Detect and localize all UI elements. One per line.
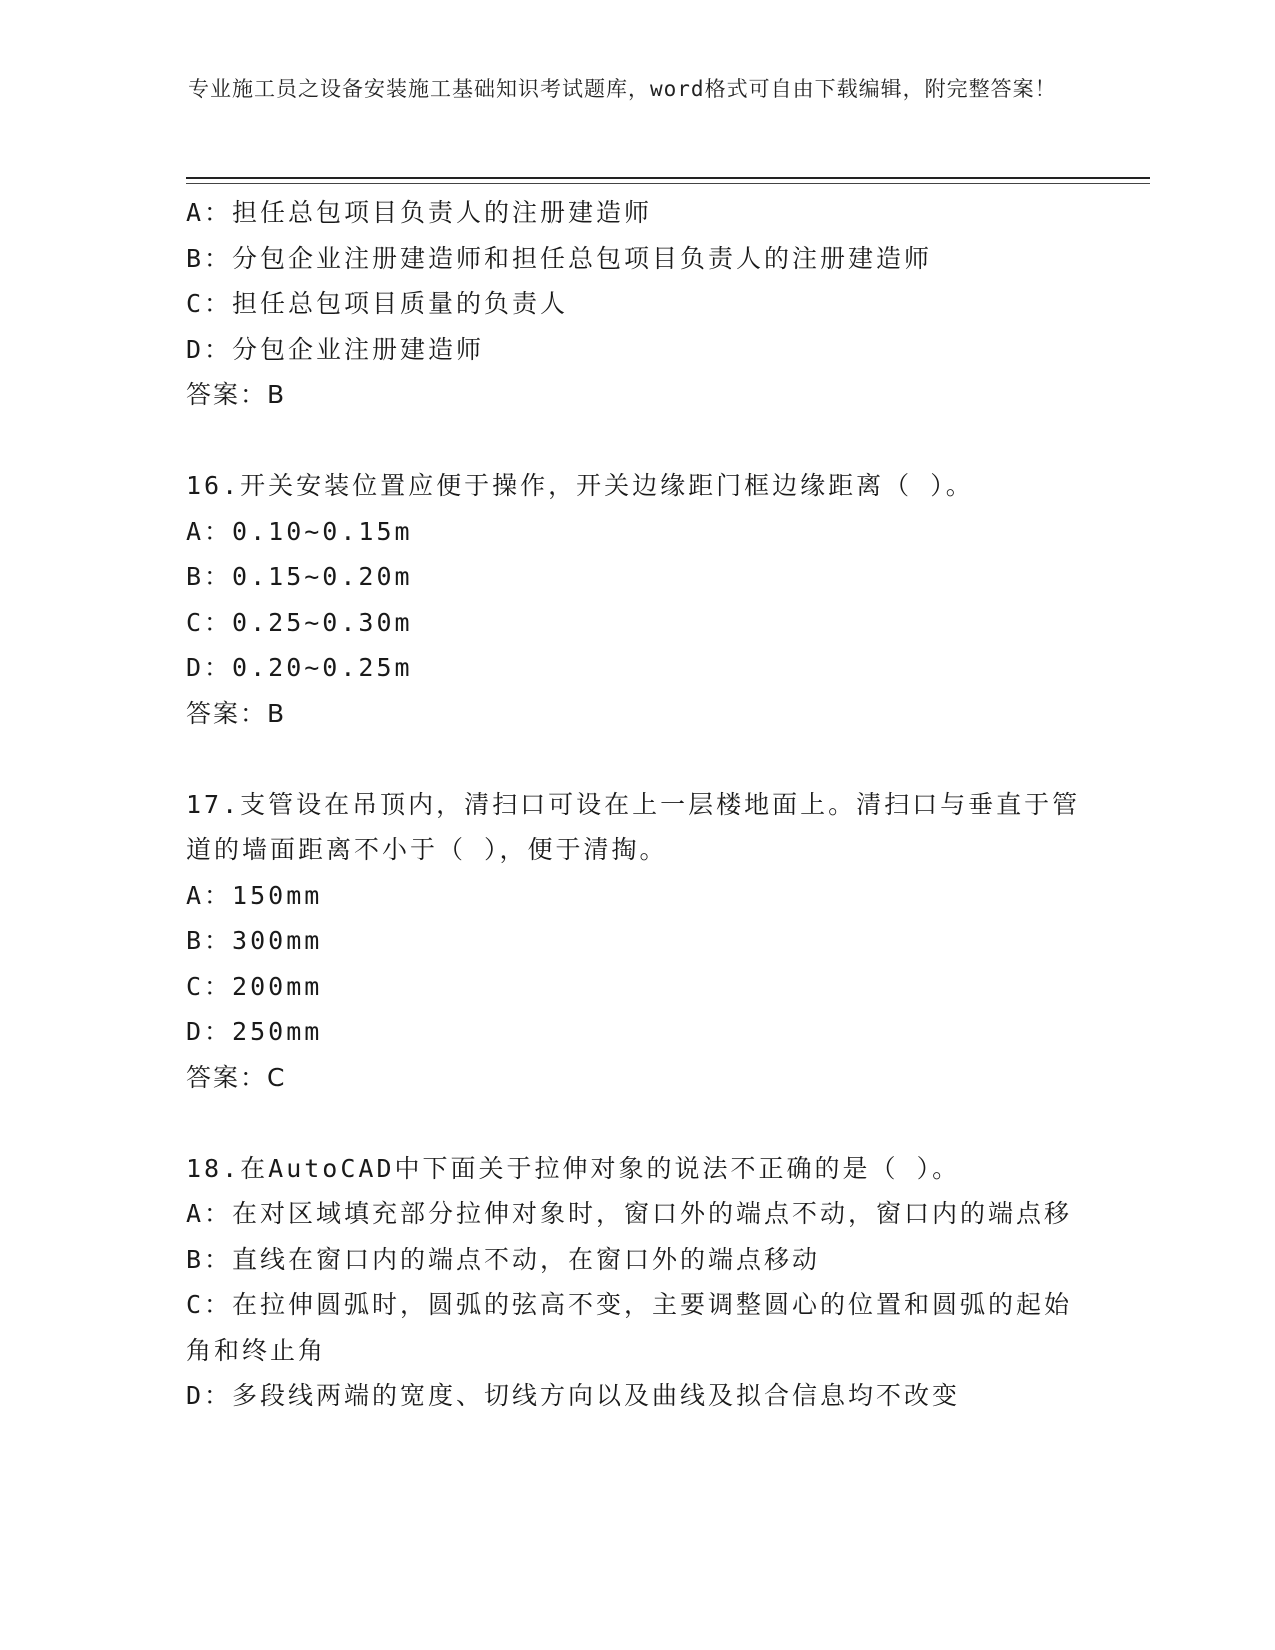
answer: 答案：B <box>186 380 287 409</box>
question-18 <box>186 1146 1086 1419</box>
header-divider-thick <box>186 177 1150 179</box>
question-text: 18.在AutoCAD中下面关于拉伸对象的说法不正确的是（ ）。 <box>186 1153 961 1183</box>
option-c: C：200mm <box>186 971 323 1001</box>
answer: 答案：B <box>186 698 287 728</box>
question-text: 17.支管设在吊顶内，清扫口可设在上一层楼地面上。清扫口与垂直于管道的墙面距离不小于（ ），便于清掏。 <box>186 789 1081 864</box>
option-b: B：分包企业注册建造师和担任总包项目负责人的注册建造师 <box>186 243 933 273</box>
document-header: 专业施工员之设备安装施工基础知识考试题库，word格式可自由下载编辑，附完整答案！ <box>188 77 1057 101</box>
option-d: D：多段线两端的宽度、切线方向以及曲线及拟合信息均不改变 <box>186 1381 961 1410</box>
option-b: B：300mm <box>186 926 323 955</box>
question-text: 16.开关安装位置应便于操作，开关边缘距门框边缘距离（ ）。 <box>186 471 974 500</box>
option-a: A：150mm <box>186 880 323 910</box>
spacer <box>186 736 1086 782</box>
option-b: B：0.15~0.20m <box>186 562 413 591</box>
question-list <box>186 190 1086 1419</box>
option-a: A：0.10~0.15m <box>186 516 413 546</box>
option-c: C：担任总包项目质量的负责人 <box>186 289 569 318</box>
question-15 <box>186 190 1086 418</box>
option-a: A：担任总包项目负责人的注册建造师 <box>186 198 653 227</box>
header-divider-thin <box>186 183 1150 184</box>
option-c: C：0.25~0.30m <box>186 607 413 637</box>
option-b: B：直线在窗口内的端点不动，在窗口外的端点移动 <box>186 1244 821 1274</box>
spacer <box>186 1100 1086 1146</box>
spacer <box>186 418 1086 464</box>
question-16 <box>186 463 1086 736</box>
option-c: C：在拉伸圆弧时，圆弧的弦高不变，主要调整圆心的位置和圆弧的起始角和终止角 <box>186 1290 1073 1365</box>
option-d: D：分包企业注册建造师 <box>186 334 485 364</box>
answer: 答案：C <box>186 1062 287 1092</box>
option-a: A：在对区域填充部分拉伸对象时，窗口外的端点不动，窗口内的端点移 <box>186 1199 1073 1228</box>
option-d: D：0.20~0.25m <box>186 653 413 682</box>
question-17 <box>186 782 1086 1101</box>
option-d: D：250mm <box>186 1017 323 1046</box>
